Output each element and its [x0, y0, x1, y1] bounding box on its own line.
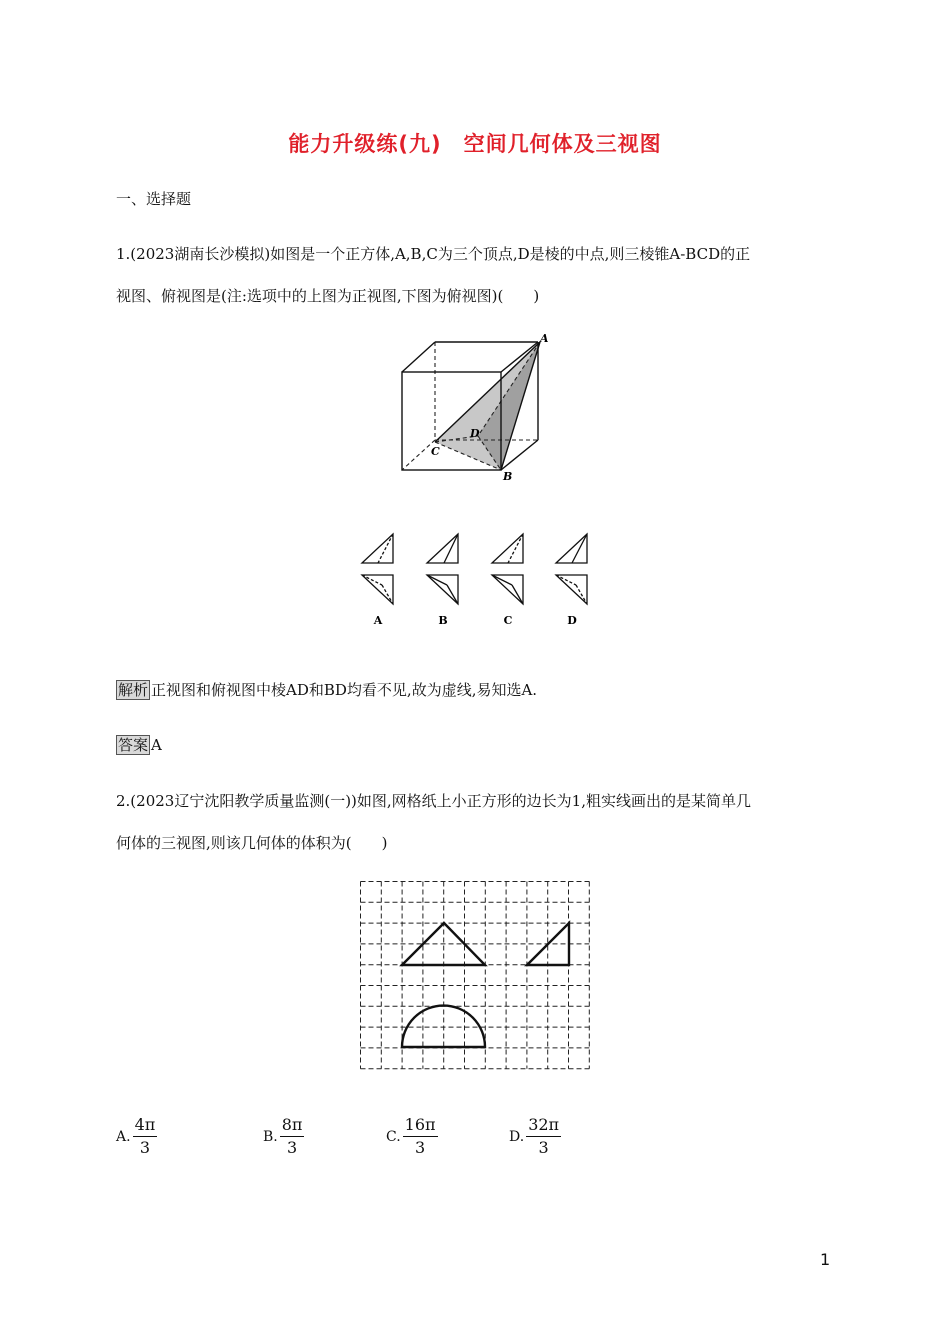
q2-option-b[interactable]: B. $\frac{8\pi}{3}$	[263, 1115, 303, 1157]
q1-text-line1: 1.(2023湖南长沙模拟)如图是一个正方体,A,B,C为三个顶点,D是棱的中点,则三棱锥A-BCD的正	[116, 245, 751, 263]
page-title: 能力升级练(九) 空间几何体及三视图	[288, 132, 662, 156]
choice-label-b: B	[438, 614, 448, 627]
q2-text-line1: 2.(2023辽宁沈阳教学质量监测(一))如图,网格纸上小正方形的边长为1,粗实线画出的是某简单几	[116, 792, 751, 810]
option-d-views	[556, 534, 587, 604]
label-c: C	[431, 445, 440, 458]
analysis-text: 正视图和俯视图中棱AD和BD均看不见,故为虚线,易知选A.	[151, 681, 538, 699]
option-a-views	[362, 534, 393, 604]
label-a: A	[540, 332, 549, 345]
answer-tag: 答案	[118, 736, 149, 754]
cube-figure	[390, 330, 560, 485]
q1-text-line2: 视图、俯视图是(注:选项中的上图为正视图,下图为俯视图)( )	[116, 287, 540, 305]
section-heading: 一、选择题	[116, 190, 192, 208]
q2-text-line2: 何体的三视图,则该几何体的体积为( )	[116, 834, 388, 852]
q2-option-a[interactable]: A. $\frac{4\pi}{3}$	[116, 1115, 156, 1157]
q2-option-d[interactable]: D. $\frac{32\pi}{3}$	[509, 1115, 560, 1157]
answer-text: A	[151, 736, 162, 754]
q1-options-figure	[355, 528, 600, 630]
q1-analysis	[116, 680, 537, 700]
choice-label-d: D	[567, 614, 577, 627]
choice-label-a: A	[373, 614, 383, 627]
option-b-views	[427, 534, 458, 604]
q1-answer	[116, 735, 162, 755]
label-d: D	[470, 427, 480, 440]
analysis-tag: 解析	[118, 681, 149, 699]
grid-three-views	[358, 879, 592, 1073]
option-c-views	[492, 534, 523, 604]
q2-option-c[interactable]: C. $\frac{16\pi}{3}$	[386, 1115, 436, 1157]
choice-label-c: C	[503, 614, 513, 627]
label-b: B	[503, 470, 513, 483]
page-number: 1	[820, 1250, 831, 1269]
